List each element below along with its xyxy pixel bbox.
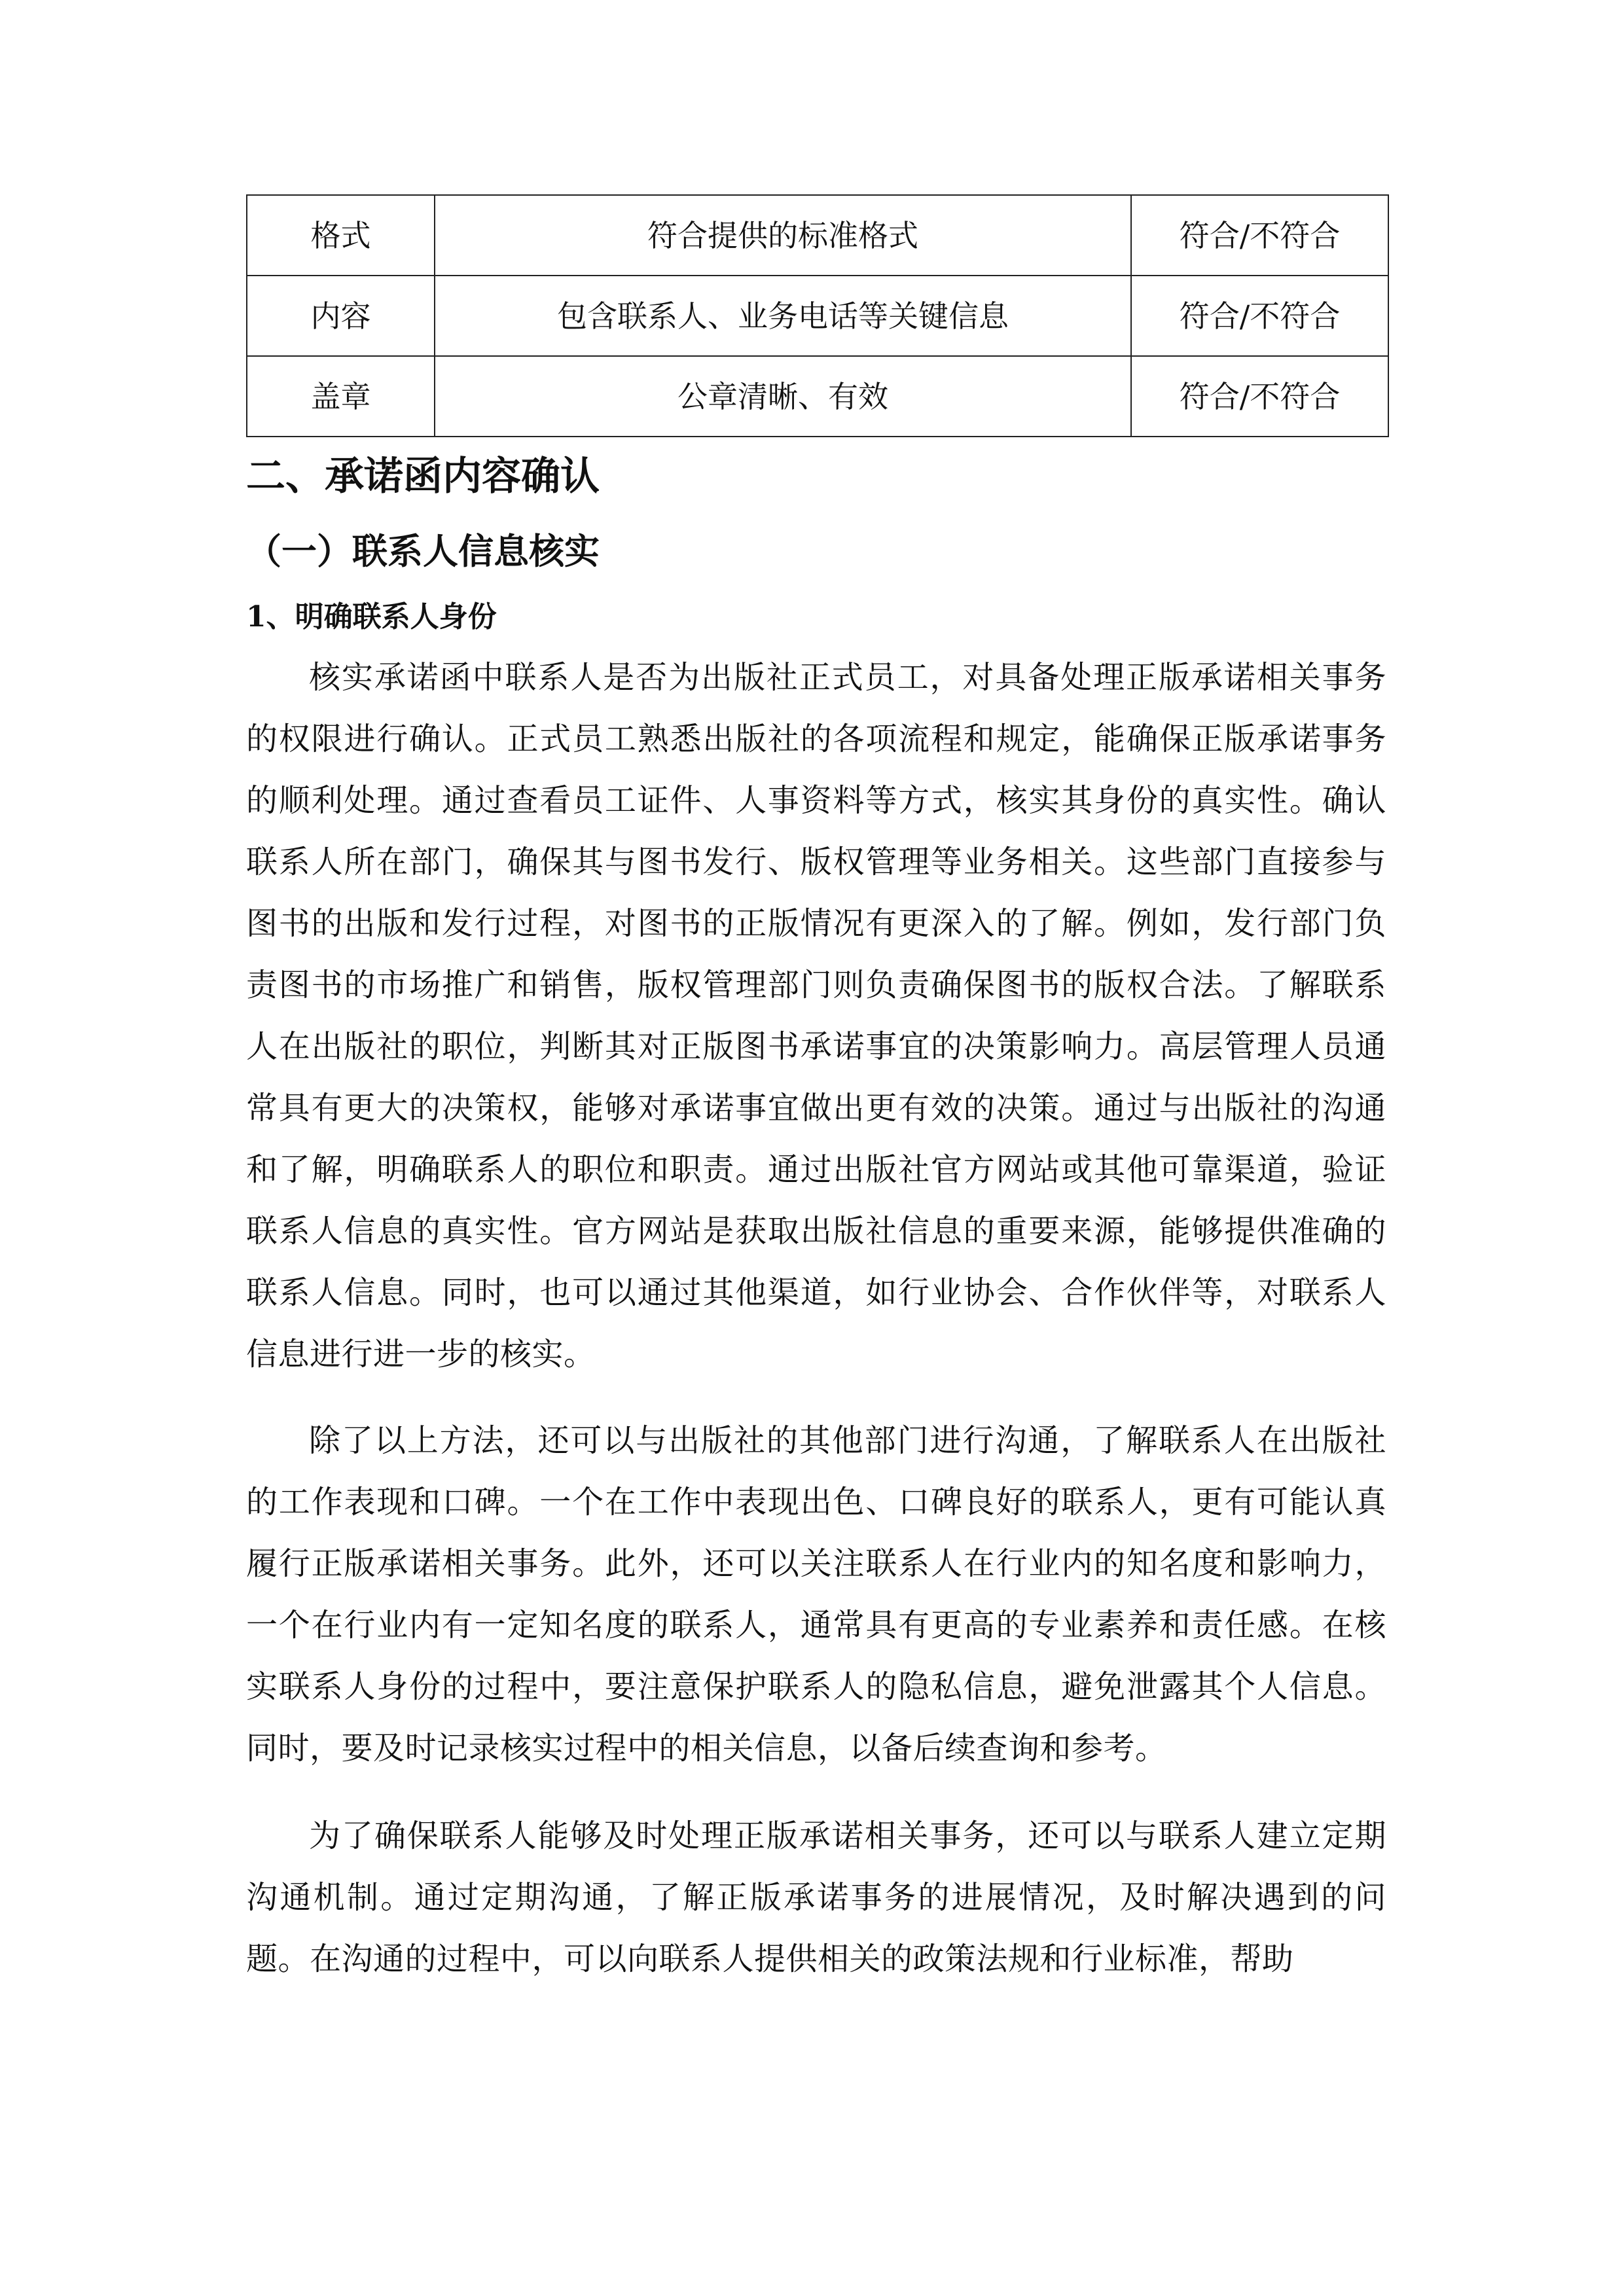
verification-table [246,194,1389,437]
table-row [247,276,1388,356]
table-cell-result: 符合/不符合 [1131,195,1388,276]
table-cell-item: 内容 [247,276,435,356]
table-cell-result: 符合/不符合 [1131,356,1388,437]
body-paragraph-3: 为了确保联系人能够及时处理正版承诺相关事务，还可以与联系人建立定期沟通机制。通过定期沟通，了解正版承诺事务的进展情况，及时解决遇到的问题。在沟通的过程中，可以向联系人提供相关的政策法规和行业标准，帮助 [246,1818,1386,1977]
table-cell-requirement: 符合提供的标准格式 [435,195,1131,276]
subsection-heading: （一）联系人信息核实 [246,530,600,572]
table-row [247,356,1388,437]
item-heading: 1、明确联系人身份 [246,600,497,634]
body-paragraph-2: 除了以上方法，还可以与出版社的其他部门进行沟通，了解联系人在出版社的工作表现和口碑。一个在工作中表现出色、口碑良好的联系人，更有可能认真履行正版承诺相关事务。此外，还可以关注联系人在行业内的知名度和影响力，一个在行业内有一定知名度的联系人，通常具有更高的专业素养和责任感。在核实联系人身份的过程中，要注意保护联系人的隐私信息，避免泄露其个人信息。同时，要及时记录核实过程中的相关信息，以备后续查询和参考。 [246,1422,1386,1767]
table-cell-item: 格式 [247,195,435,276]
table-row [247,195,1388,276]
body-paragraph-1: 核实承诺函中联系人是否为出版社正式员工，对具备处理正版承诺相关事务的权限进行确认。正式员工熟悉出版社的各项流程和规定，能确保正版承诺事务的顺利处理。通过查看员工证件、人事资料等方式，核实其身份的真实性。确认联系人所在部门，确保其与图书发行、版权管理等业务相关。这些部门直接参与图书的出版和发行过程，对图书的正版情况有更深入的了解。例如，发行部门负责图书的市场推广和销售，版权管理部门则负责确保图书的版权合法。了解联系人在出版社的职位，判断其对正版图书承诺事宜的决策影响力。高层管理人员通常具有更大的决策权，能够对承诺事宜做出更有效的决策。通过与出版社的沟通和了解，明确联系人的职位和职责。通过出版社官方网站或其他可靠渠道，验证联系人信息的真实性。官方网站是获取出版社信息的重要来源，能够提供准确的联系人信息。同时，也可以通过其他渠道，如行业协会、合作伙伴等，对联系人信息进行进一步的核实。 [246,659,1386,1372]
table-cell-requirement: 包含联系人、业务电话等关键信息 [435,276,1131,356]
table-cell-result: 符合/不符合 [1131,276,1388,356]
table-cell-requirement: 公章清晰、有效 [435,356,1131,437]
section-heading: 二、承诺函内容确认 [246,454,600,499]
table-cell-item: 盖章 [247,356,435,437]
